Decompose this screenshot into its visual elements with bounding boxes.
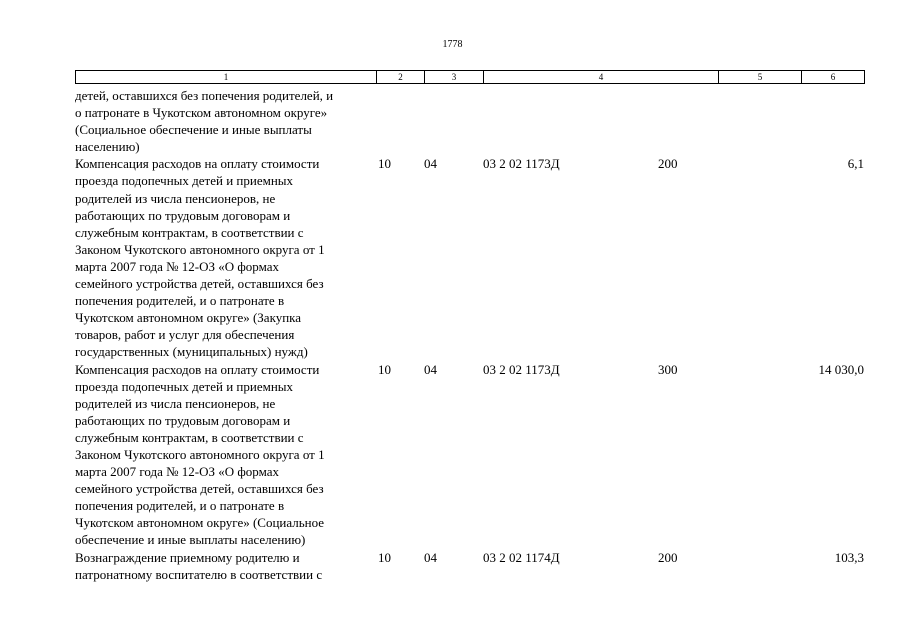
expense-type-cell: 300 — [658, 361, 678, 377]
table-row — [75, 549, 864, 583]
description-line: Компенсация расходов на оплату стоимости — [75, 156, 320, 172]
description-line: попечения родителей, и о патронате в — [75, 293, 285, 309]
description-line: населению) — [75, 139, 140, 155]
description-cell — [75, 155, 373, 360]
description-line: проезда подопечных детей и приемных — [75, 173, 294, 189]
description-line: служебным контрактам, в соответствии с — [75, 429, 304, 445]
description-line: семейного устройства детей, оставшихся без — [75, 276, 324, 292]
column-header-1: 1 — [76, 71, 377, 84]
subsection-cell: 04 — [424, 156, 437, 172]
column-header-row — [76, 71, 865, 84]
column-header-4: 4 — [484, 71, 719, 84]
table-row — [75, 361, 864, 549]
description-line: товаров, работ и услуг для обеспечения — [75, 327, 295, 343]
description-line: Законом Чукотского автономного округа от 1 — [75, 241, 325, 257]
subsection-cell: 04 — [424, 361, 437, 377]
description-line: родителей из числа пенсионеров, не — [75, 395, 276, 411]
description-line: государственных (муниципальных) нужд) — [75, 344, 308, 360]
amount-cell: 103,3 — [834, 549, 864, 565]
description-line: семейного устройства детей, оставшихся без — [75, 481, 324, 497]
description-line: марта 2007 года № 12-ОЗ «О формах — [75, 258, 280, 274]
description-line: попечения родителей, и о патронате в — [75, 498, 285, 514]
description-line: Законом Чукотского автономного округа от 1 — [75, 446, 325, 462]
table-row — [75, 87, 864, 155]
column-header-table — [75, 70, 865, 84]
code-cell: 03 2 02 1173Д — [483, 361, 560, 377]
column-header-2: 2 — [377, 71, 425, 84]
amount-cell: 6,1 — [847, 156, 864, 172]
description-line: Вознаграждение приемному родителю и — [75, 549, 300, 565]
code-cell: 03 2 02 1173Д — [483, 156, 560, 172]
subsection-cell: 04 — [424, 549, 437, 565]
description-line: обеспечение и иные выплаты населению) — [75, 532, 306, 548]
description-line: родителей из числа пенсионеров, не — [75, 190, 276, 206]
section-cell: 10 — [378, 549, 391, 565]
table-row — [75, 155, 864, 360]
code-cell: 03 2 02 1174Д — [483, 549, 560, 565]
description-line: марта 2007 года № 12-ОЗ «О формах — [75, 464, 280, 480]
description-cell — [75, 87, 373, 155]
description-line: работающих по трудовым договорам и — [75, 412, 291, 428]
description-line: работающих по трудовым договорам и — [75, 207, 291, 223]
description-line: Компенсация расходов на оплату стоимости — [75, 361, 320, 377]
section-cell: 10 — [378, 361, 391, 377]
column-header-3: 3 — [425, 71, 484, 84]
description-line: проезда подопечных детей и приемных — [75, 378, 294, 394]
description-line: служебным контрактам, в соответствии с — [75, 224, 304, 240]
description-line: Чукотском автономном округе» (Социальное — [75, 515, 325, 531]
column-header-6: 6 — [802, 71, 865, 84]
section-cell: 10 — [378, 156, 391, 172]
description-cell — [75, 361, 373, 549]
expense-type-cell: 200 — [658, 156, 678, 172]
amount-cell: 14 030,0 — [818, 361, 864, 377]
column-header-5: 5 — [719, 71, 802, 84]
description-line: (Социальное обеспечение и иные выплаты — [75, 122, 312, 138]
description-line: Чукотском автономном округе» (Закупка — [75, 310, 302, 326]
table-body — [75, 87, 864, 583]
description-line: о патронате в Чукотском автономном округе» — [75, 105, 328, 121]
page-number: 1778 — [442, 39, 463, 50]
description-cell — [75, 549, 373, 583]
expense-type-cell: 200 — [658, 549, 678, 565]
description-line: детей, оставшихся без попечения родителей, и — [75, 88, 334, 103]
description-line: патронатному воспитателю в соответствии с — [75, 566, 323, 582]
